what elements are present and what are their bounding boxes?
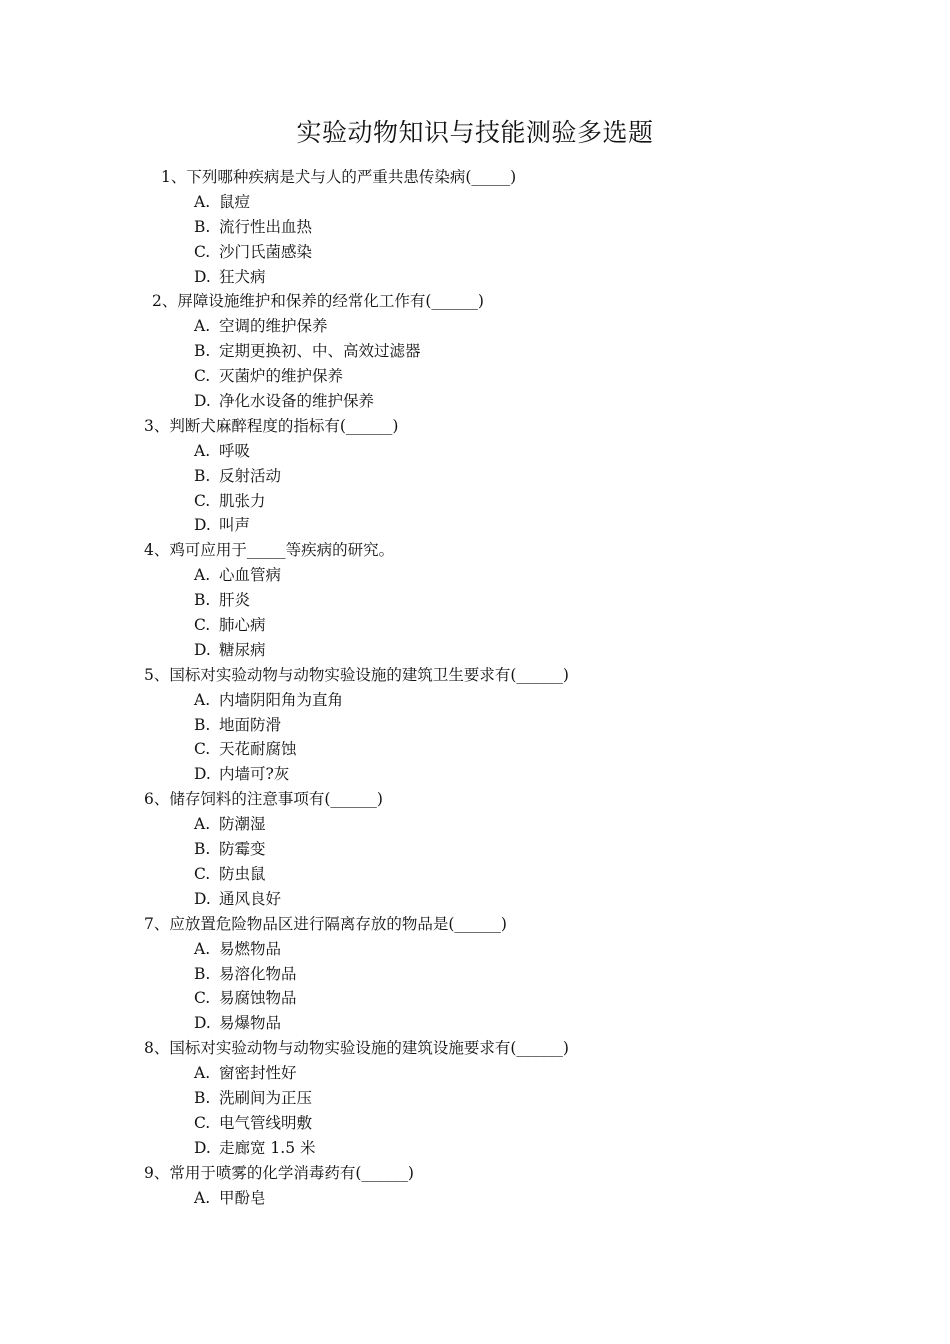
- option-letter: B.: [194, 840, 211, 859]
- option-text: 灭菌炉的维护保养: [219, 367, 344, 386]
- option-letter: C.: [194, 491, 211, 510]
- option-letter: B.: [194, 466, 211, 485]
- option-letter: B.: [194, 342, 211, 361]
- option-text: 天花耐腐蚀: [219, 740, 297, 759]
- question-stem: 2、屏障设施维护和保养的经常化工作有(______): [152, 292, 484, 311]
- option-letter: D.: [194, 392, 211, 411]
- option-text: 呼吸: [219, 441, 251, 460]
- answer-option: [0, 240, 950, 265]
- option-text: 叫声: [219, 516, 251, 535]
- answer-option: [0, 364, 950, 389]
- answer-option: [0, 513, 950, 538]
- question-stem: 7、应放置危险物品区进行隔离存放的物品是(______): [144, 914, 507, 933]
- option-text: 流行性出血热: [219, 217, 313, 236]
- option-text: 通风良好: [219, 889, 282, 908]
- answer-option: [0, 962, 950, 987]
- answer-option: [0, 937, 950, 962]
- answer-option: [0, 638, 950, 663]
- answer-option: [0, 563, 950, 588]
- question-stem: 4、鸡可应用于_____等疾病的研究。: [144, 541, 395, 560]
- option-letter: A.: [194, 441, 211, 460]
- option-letter: A.: [194, 1064, 211, 1083]
- answer-option: [0, 389, 950, 414]
- answer-option: [0, 588, 950, 613]
- option-letter: A.: [194, 317, 211, 336]
- option-letter: A.: [194, 192, 211, 211]
- answer-option: [0, 1186, 950, 1211]
- option-text: 走廊宽 1.5 米: [219, 1138, 316, 1157]
- question-list: [0, 165, 950, 1210]
- answer-option: [0, 762, 950, 787]
- option-letter: C.: [194, 740, 211, 759]
- option-letter: C.: [194, 864, 211, 883]
- answer-option: [0, 1061, 950, 1086]
- option-text: 防霉变: [219, 840, 266, 859]
- option-text: 反射活动: [219, 466, 282, 485]
- option-letter: D.: [194, 267, 211, 286]
- option-text: 定期更换初、中、高效过滤器: [219, 342, 421, 361]
- option-text: 内墙可?灰: [219, 765, 290, 784]
- answer-option: [0, 265, 950, 290]
- answer-option: [0, 489, 950, 514]
- option-text: 甲酚皂: [219, 1188, 266, 1207]
- option-text: 狂犬病: [219, 267, 266, 286]
- answer-option: [0, 887, 950, 912]
- option-letter: C.: [194, 367, 211, 386]
- option-text: 防潮湿: [219, 815, 266, 834]
- answer-option: [0, 464, 950, 489]
- option-text: 内墙阴阳角为直角: [219, 690, 344, 709]
- answer-option: [0, 439, 950, 464]
- option-text: 肺心病: [219, 616, 266, 635]
- option-letter: A.: [194, 1188, 211, 1207]
- option-text: 肌张力: [219, 491, 266, 510]
- option-text: 防虫鼠: [219, 864, 266, 883]
- option-letter: A.: [194, 690, 211, 709]
- answer-option: [0, 190, 950, 215]
- option-text: 窗密封性好: [219, 1064, 297, 1083]
- option-letter: D.: [194, 765, 211, 784]
- answer-option: [0, 986, 950, 1011]
- question-stem: 8、国标对实验动物与动物实验设施的建筑设施要求有(______): [144, 1039, 569, 1058]
- answer-option: [0, 1011, 950, 1036]
- option-text: 沙门氏菌感染: [219, 242, 313, 261]
- answer-option: [0, 812, 950, 837]
- option-text: 洗刷间为正压: [219, 1088, 313, 1107]
- question-stem: 5、国标对实验动物与动物实验设施的建筑卫生要求有(______): [144, 665, 569, 684]
- answer-option: [0, 613, 950, 638]
- question-stem: 3、判断犬麻醉程度的指标有(______): [144, 416, 399, 435]
- answer-option: [0, 837, 950, 862]
- option-letter: C.: [194, 242, 211, 261]
- option-text: 净化水设备的维护保养: [219, 392, 375, 411]
- answer-option: [0, 688, 950, 713]
- option-letter: C.: [194, 1113, 211, 1132]
- answer-option: [0, 1111, 950, 1136]
- option-letter: A.: [194, 939, 211, 958]
- option-text: 电气管线明敷: [219, 1113, 313, 1132]
- option-text: 空调的维护保养: [219, 317, 328, 336]
- option-letter: B.: [194, 715, 211, 734]
- question-stem: 6、储存饲料的注意事项有(______): [144, 790, 383, 809]
- answer-option: [0, 339, 950, 364]
- option-text: 肝炎: [219, 591, 251, 610]
- option-letter: B.: [194, 217, 211, 236]
- option-text: 易爆物品: [219, 1014, 282, 1033]
- answer-option: [0, 1086, 950, 1111]
- option-letter: D.: [194, 1014, 211, 1033]
- option-letter: B.: [194, 964, 211, 983]
- question-stem: 1、下列哪种疾病是犬与人的严重共患传染病(_____): [161, 168, 517, 186]
- option-text: 易燃物品: [219, 939, 282, 958]
- option-text: 易溶化物品: [219, 964, 297, 983]
- option-letter: D.: [194, 640, 211, 659]
- answer-option: [0, 215, 950, 240]
- option-letter: B.: [194, 591, 211, 610]
- page-title: 实验动物知识与技能测验多选题: [296, 118, 654, 147]
- option-letter: B.: [194, 1088, 211, 1107]
- answer-option: [0, 314, 950, 339]
- option-letter: A.: [194, 815, 211, 834]
- option-text: 心血管病: [219, 566, 282, 585]
- answer-option: [0, 737, 950, 762]
- option-text: 地面防滑: [219, 715, 282, 734]
- option-text: 糖尿病: [219, 640, 266, 659]
- option-letter: C.: [194, 616, 211, 635]
- option-letter: A.: [194, 566, 211, 585]
- answer-option: [0, 1136, 950, 1161]
- option-letter: D.: [194, 889, 211, 908]
- option-letter: C.: [194, 989, 211, 1008]
- option-text: 易腐蚀物品: [219, 989, 297, 1008]
- answer-option: [0, 862, 950, 887]
- option-text: 鼠痘: [219, 192, 251, 211]
- answer-option: [0, 713, 950, 738]
- option-letter: D.: [194, 1138, 211, 1157]
- question-stem: 9、常用于喷雾的化学消毒药有(______): [144, 1163, 414, 1182]
- option-letter: D.: [194, 516, 211, 535]
